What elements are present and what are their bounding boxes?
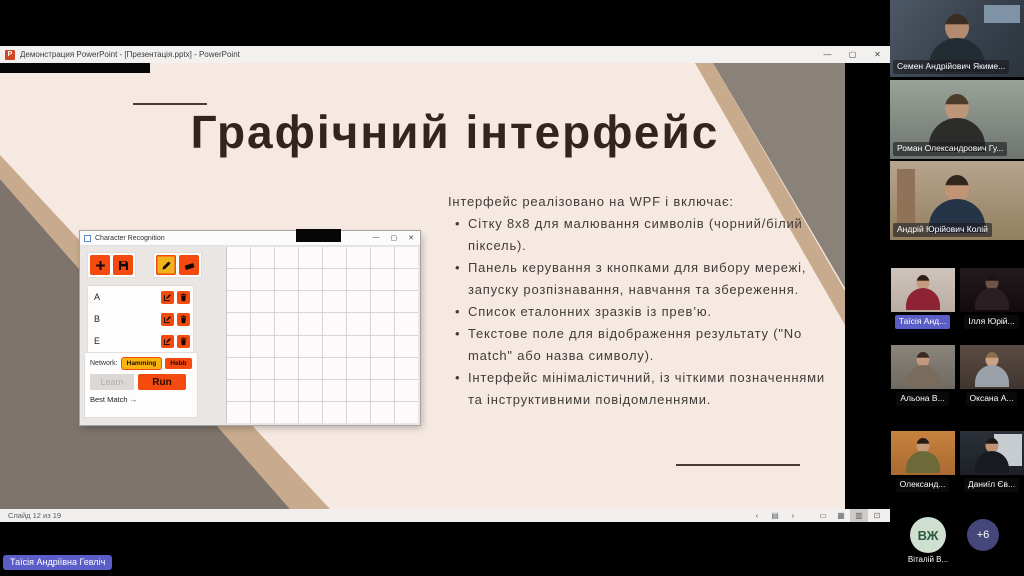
grid-cell [227,336,250,357]
grid-cell [227,402,250,423]
network-label: Network: [90,360,118,367]
grid-cell [299,269,322,290]
sharer-name-tag: Таїсія Андріївна Гевліч [3,555,112,570]
participant-tile[interactable] [890,268,955,330]
participant-name: Семен Андрійович Якиме... [893,60,1009,74]
participant-video [960,345,1024,389]
grid-cell [371,336,394,357]
bullet-item: • Сітку 8х8 для малювання символів (чорний/білий піксель). [448,213,830,257]
grid-cell [299,336,322,357]
pencil-tool-button [156,255,176,275]
grid-cell [251,313,274,334]
participant-name: Роман Олександрович Гу... [893,142,1007,156]
grid-cell [299,402,322,423]
add-sample-button [90,255,110,275]
grid-cell [323,336,346,357]
grid-cell [347,291,370,312]
powerpoint-statusbar [0,509,890,522]
grid-cell [323,313,346,334]
bullet-item: • Текстове поле для відображення результату ("No match" або назва символу). [448,323,830,367]
grid-cell [347,380,370,401]
grid-cell [371,269,394,290]
save-button [113,255,133,275]
pixel-grid [226,247,418,423]
grid-cell [323,380,346,401]
grid-cell [395,336,418,357]
participant-video [891,431,955,475]
grid-cell [347,269,370,290]
grid-cell [323,291,346,312]
delete-sample-icon [177,291,190,304]
slide-counter: Слайд 12 из 19 [8,511,62,520]
grid-cell [299,291,322,312]
bullet-item: • Інтерфейс мінімалістичний, із чіткими позначеннями та інструктивними повідомленнями. [448,367,830,411]
participants-sidebar [890,0,1024,576]
grid-cell [371,402,394,423]
grid-cell [323,358,346,379]
edit-sample-icon [161,313,174,326]
grid-cell [251,380,274,401]
grid-cell [275,269,298,290]
avatar-initials: ВЖ [910,517,946,553]
participant-tile[interactable] [959,345,1024,418]
close-button[interactable]: ✕ [874,50,881,59]
grid-cell [347,402,370,423]
file-tool-group [88,253,135,277]
participant-name: Таїсія Анд... [895,315,950,329]
grid-cell [347,336,370,357]
statusbar-icons [748,509,890,522]
learn-button: Learn [90,374,134,390]
app-minimize-icon: — [372,234,380,241]
draw-tool-group [154,253,201,277]
slide-body-text [448,191,830,411]
participant-video [891,268,955,312]
background-window [984,5,1020,23]
network-control-panel [85,353,197,417]
participant-row [890,242,1024,330]
grid-cell [323,402,346,423]
reading-view-icon[interactable]: ▥ [850,509,868,522]
participant-name: Віталій В... [907,555,949,564]
network-option-hamming: Hamming [122,358,162,369]
grid-cell [275,291,298,312]
grid-cell [227,358,250,379]
edit-sample-icon [161,335,174,348]
sample-list [88,286,193,359]
participant-tile[interactable] [890,0,1024,77]
delete-sample-icon [177,335,190,348]
participant-tile[interactable] [890,431,955,504]
grid-cell [371,247,394,268]
grid-cell [347,247,370,268]
powerpoint-icon: P [5,50,15,60]
sample-letter: B [94,314,101,324]
slide-area [0,63,890,509]
grid-cell [227,380,250,401]
normal-view-icon[interactable]: ▭ [819,511,827,520]
sample-row [88,330,193,352]
grid-cell [275,402,298,423]
run-button: Run [138,374,186,390]
participant-video [960,431,1024,475]
grid-cell [395,313,418,334]
person-silhouette-head [945,94,969,121]
overflow-participants-badge[interactable]: +6 [967,519,999,551]
network-option-hebb: Hebb [165,358,191,369]
window-controls [815,46,890,63]
grid-cell [227,269,250,290]
bullet-item: • Список еталонних зразків із прев’ю. [448,301,830,323]
sample-letter: E [94,336,101,346]
participant-row [890,332,1024,418]
grid-cell [299,358,322,379]
slide-title: Графічний інтерфейс [190,106,720,158]
window-titlebar [0,46,890,63]
participant-tile[interactable] [959,431,1024,504]
grid-cell [323,247,346,268]
next-slide-icon[interactable]: › [791,511,795,520]
grid-cell [395,358,418,379]
slide-sorter-view-icon[interactable]: ▦ [837,511,845,520]
participant-row [890,505,1024,576]
participant-tile[interactable] [959,268,1024,330]
grid-cell [275,313,298,334]
grid-cell [299,380,322,401]
background-door [897,169,915,223]
grid-cell [371,313,394,334]
redaction-bar-top [0,63,150,73]
best-match-label: Best Match → [90,395,138,404]
app-titlebar [80,231,420,246]
app-icon [84,235,91,242]
sample-letter: A [94,292,101,302]
grid-cell [299,313,322,334]
app-close-icon: ✕ [408,235,414,242]
grid-cell [251,291,274,312]
participant-row [890,420,1024,504]
grid-cell [251,402,274,423]
grid-cell [227,247,250,268]
app-maximize-icon: ▢ [390,235,398,242]
app-title: Character Recognition [95,234,165,242]
grid-cell [227,313,250,334]
participant-name: Андрій Юрійович Колій [893,223,992,237]
app-body [80,246,420,425]
slide-intro: Інтерфейс реалізовано на WPF і включає: [448,194,734,209]
sample-row [88,286,193,308]
grid-cell [251,358,274,379]
grid-cell [299,247,322,268]
person-silhouette-head [945,14,969,41]
grid-cell [251,247,274,268]
grid-cell [251,336,274,357]
grid-cell [347,313,370,334]
grid-cell [395,291,418,312]
edit-sample-icon [161,291,174,304]
participant-name: Альона В... [896,392,948,406]
redaction-bar-app [296,229,341,242]
slide-bullet-list [448,213,830,411]
grid-cell [371,358,394,379]
participant-tile[interactable] [890,80,1024,159]
person-silhouette-head [945,175,969,202]
previous-slide-icon[interactable]: ‹ [755,511,759,520]
grid-cell [395,402,418,423]
grid-cell [251,269,274,290]
grid-cell [275,247,298,268]
grid-cell [371,291,394,312]
app-screenshot-window [80,231,420,425]
sample-row [88,308,193,330]
bullet-item: • Панель керування з кнопками для вибору мережі, запуску розпізнавання, навчання та збереження. [448,257,830,301]
grid-cell [371,380,394,401]
slideshow-view-icon[interactable]: ⊡ [873,511,881,520]
grid-cell [395,247,418,268]
minimize-button[interactable]: — [823,50,832,59]
participant-video [960,268,1024,312]
participant-video [891,345,955,389]
grid-cell [275,336,298,357]
grid-cell [323,269,346,290]
bottom-accent-line [676,464,800,466]
participant-name: Ілля Юрій... [964,315,1018,329]
powerpoint-window [0,46,890,522]
slide [0,63,845,509]
participant-name: Олександ... [896,478,950,492]
participant-avatar-tile[interactable] [904,517,952,564]
grid-cell [275,380,298,401]
window-title: Демонстрация PowerPoint - [Презентація.pptx] - PowerPoint [20,50,240,59]
delete-sample-icon [177,313,190,326]
grid-cell [395,380,418,401]
participant-tile[interactable] [890,345,955,418]
restore-button[interactable]: ▢ [848,50,857,59]
grid-cell [395,269,418,290]
notes-icon[interactable]: ▤ [771,511,779,520]
grid-cell [227,291,250,312]
participant-name: Оксана А... [966,392,1018,406]
eraser-tool-button [179,255,199,275]
grid-cell [275,358,298,379]
participant-tile[interactable] [890,161,1024,240]
grid-cell [347,358,370,379]
app-window-controls [373,234,417,242]
participant-name: Даниїл Єв... [964,478,1019,492]
